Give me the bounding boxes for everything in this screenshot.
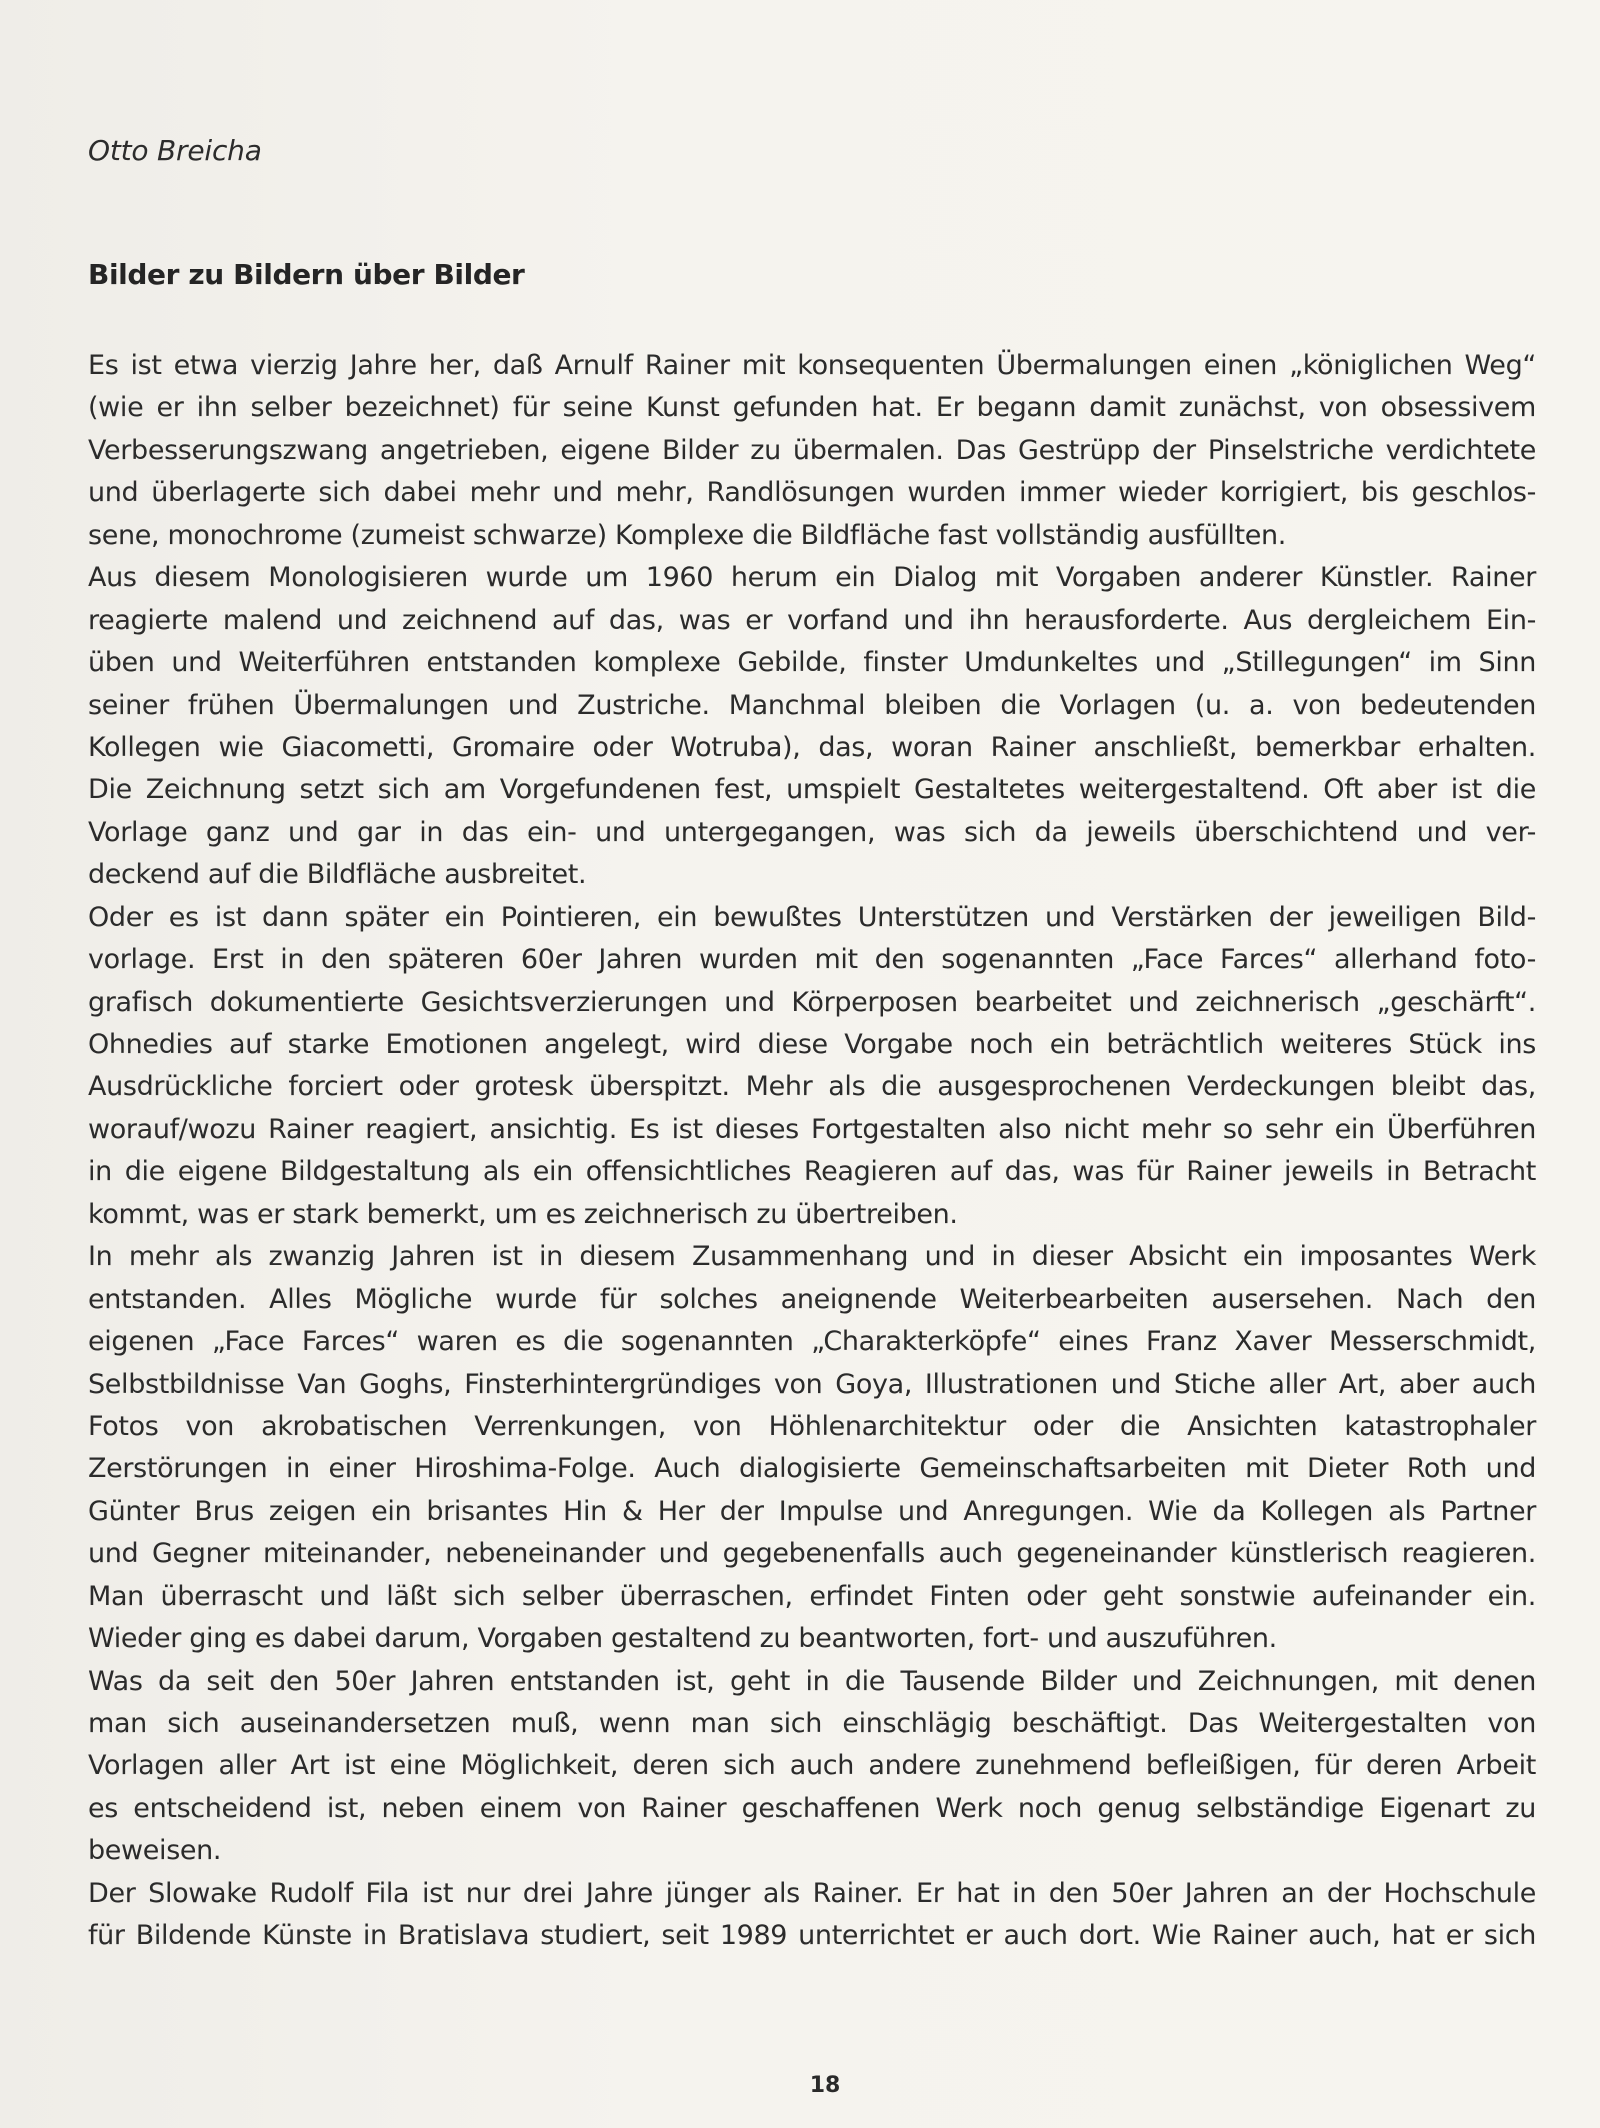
text-line: eigenen „Face Farces“ waren es die sogenannten „Charakterköpfe“ eines Franz Xaver Messerschmidt, — [88, 1326, 1536, 1358]
text-line: kommt, was er stark bemerkt, um es zeichnerisch zu übertreiben. — [88, 1198, 958, 1230]
author-name: Otto Breicha — [88, 134, 262, 167]
text-line: beweisen. — [88, 1835, 222, 1867]
text-line: und überlagerte sich dabei mehr und mehr, Randlösungen wurden immer wieder korrigiert, bis geschlos- — [88, 477, 1536, 509]
text-line: Zerstörungen in einer Hiroshima-Folge. Auch dialogisierte Gemeinschaftsarbeiten mit Dieter Roth und — [88, 1453, 1536, 1485]
text-line: und Gegner miteinander, nebeneinander und gegebenenfalls auch gegeneinander künstlerisch reagieren. — [88, 1538, 1536, 1570]
text-line: in die eigene Bildgestaltung als ein offensichtliches Reagieren auf das, was für Rainer jeweils in Betracht — [88, 1156, 1536, 1188]
text-line: Vorlage ganz und gar in das ein- und untergegangen, was sich da jeweils überschichtend und ver- — [88, 816, 1536, 848]
text-line: Ohnedies auf starke Emotionen angelegt, wird diese Vorgabe noch ein beträchtlich weiteres Stück ins — [88, 1029, 1536, 1060]
text-line: Aus diesem Monologisieren wurde um 1960 herum ein Dialog mit Vorgaben anderer Künstler. Rainer — [88, 562, 1536, 594]
text-line: worauf/wozu Rainer reagiert, ansichtig. Es ist dieses Fortgestalten also nicht mehr so sehr ein Überführen — [88, 1113, 1536, 1145]
text-line: für Bildende Künste in Bratislava studiert, seit 1989 unterrichtet er auch dort. Wie Rainer auch, hat er sich — [88, 1920, 1536, 1952]
text-line: Ausdrückliche forciert oder grotesk überspitzt. Mehr als die ausgesprochenen Verdeckungen bleibt das, — [88, 1071, 1536, 1103]
text-line: Die Zeichnung setzt sich am Vorgefundenen fest, umspielt Gestaltetes weitergestaltend. Oft aber ist die — [88, 774, 1536, 806]
page-number: 18 — [809, 2073, 841, 2098]
text-line: sene, monochrome (zumeist schwarze) Komplexe die Bildfläche fast vollständig ausfüllten. — [88, 519, 1287, 551]
text-line: Verbesserungszwang angetrieben, eigene Bilder zu übermalen. Das Gestrüpp der Pinselstriche verdichtete — [88, 434, 1536, 466]
text-line: grafisch dokumentierte Gesichtsverzierungen und Körperposen bearbeitet und zeichnerisch „geschärft“. — [88, 986, 1536, 1018]
text-line: In mehr als zwanzig Jahren ist in diesem Zusammenhang und in dieser Absicht ein imposantes Werk — [88, 1241, 1536, 1273]
text-line: Der Slowake Rudolf Fila ist nur drei Jahre jünger als Rainer. Er hat in den 50er Jahren an der Hochschule — [88, 1877, 1536, 1909]
text-line: entstanden. Alles Mögliche wurde für solches aneignende Weiterbearbeiten ausersehen. Nach den — [88, 1283, 1536, 1315]
text-line: reagierte malend und zeichnend auf das, was er vorfand und ihn herausforderte. Aus dergleichem Ein- — [88, 604, 1536, 636]
article-title: Bilder zu Bildern über Bilder — [88, 258, 525, 291]
text-line: deckend auf die Bildfläche ausbreitet. — [88, 859, 587, 891]
text-line: Wieder ging es dabei darum, Vorgaben gestaltend zu beantworten, fort- und auszuführen. — [88, 1623, 1277, 1655]
text-line: vorlage. Erst in den späteren 60er Jahren wurden mit den sogenannten „Face Farces“ allerhand foto- — [88, 944, 1536, 976]
text-line: Vorlagen aller Art ist eine Möglichkeit, deren sich auch andere zunehmend befleißigen, für deren Arbeit — [88, 1750, 1536, 1782]
text-line: Was da seit den 50er Jahren entstanden ist, geht in die Tausende Bilder und Zeichnungen, mit denen — [88, 1665, 1536, 1697]
text-line: es entscheidend ist, neben einem von Rainer geschaffenen Werk noch genug selbständige Eigenart zu — [88, 1792, 1536, 1824]
text-line: Günter Brus zeigen ein brisantes Hin & Her der Impulse und Anregungen. Wie da Kollegen als Partner — [88, 1495, 1536, 1527]
text-line: Kollegen wie Giacometti, Gromaire oder Wotruba), das, woran Rainer anschließt, bemerkbar erhalten. — [88, 731, 1536, 763]
text-line: Selbstbildnisse Van Goghs, Finsterhintergründiges von Goya, Illustrationen und Stiche aller Art, aber auch — [88, 1368, 1536, 1400]
article-body — [88, 345, 1536, 1958]
text-line: seiner frühen Übermalungen und Zustriche. Manchmal bleiben die Vorlagen (u. a. von bedeutenden — [88, 689, 1536, 721]
text-line: Man überrascht und läßt sich selber überraschen, erfindet Finten oder geht sonstwie aufeinander ein. — [88, 1580, 1536, 1612]
text-line: man sich auseinandersetzen muß, wenn man sich einschlägig beschäftigt. Das Weitergestalten von — [88, 1708, 1536, 1739]
text-line: Es ist etwa vierzig Jahre her, daß Arnulf Rainer mit konsequenten Übermalungen einen „königlichen Weg“ — [88, 350, 1536, 381]
text-line: Fotos von akrobatischen Verrenkungen, von Höhlenarchitektur oder die Ansichten katastrophaler — [88, 1410, 1536, 1442]
text-line: Oder es ist dann später ein Pointieren, ein bewußtes Unterstützen und Verstärken der jeweiligen Bild- — [88, 901, 1536, 933]
text-line: (wie er ihn selber bezeichnet) für seine Kunst gefunden hat. Er begann damit zunächst, von obsessivem — [88, 392, 1536, 424]
text-line: üben und Weiterführen entstanden komplexe Gebilde, finster Umdunkeltes und „Stillegungen“ im Sinn — [88, 647, 1536, 679]
